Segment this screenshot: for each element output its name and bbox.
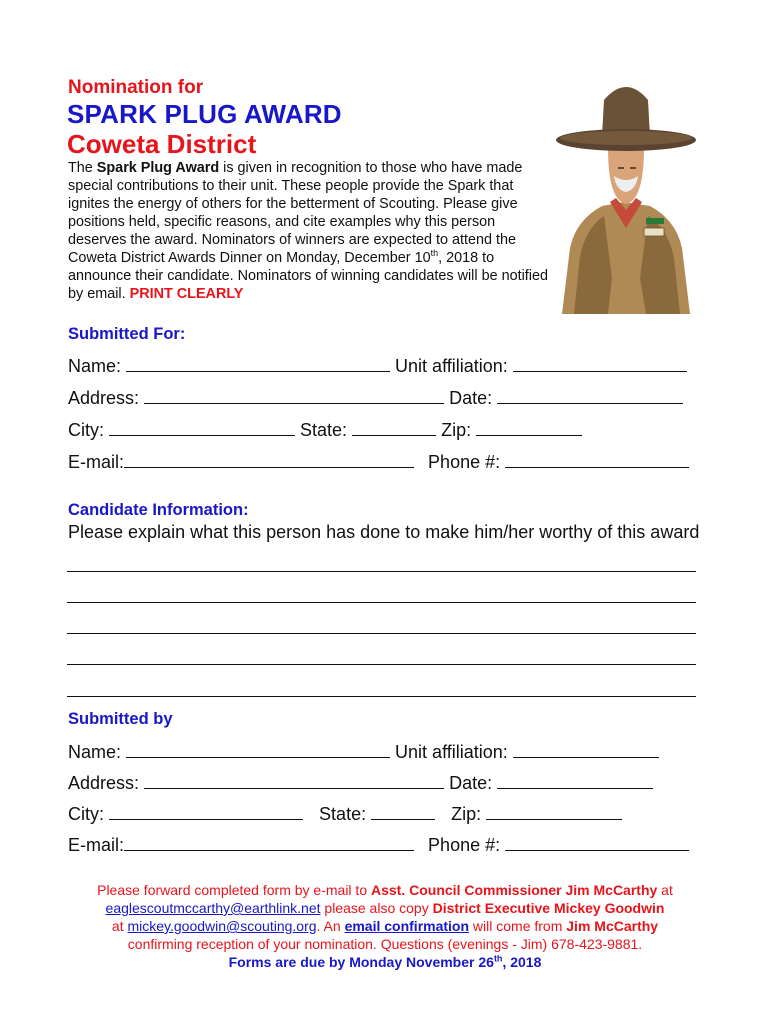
city-label: City: <box>68 420 104 440</box>
intro-paragraph <box>68 159 548 303</box>
footer-instructions <box>60 881 710 971</box>
phone-label: Phone #: <box>428 835 501 855</box>
answer-line-4[interactable] <box>67 664 696 665</box>
footer-text: will come from <box>469 918 567 934</box>
email-field[interactable] <box>124 834 414 851</box>
city-label: City: <box>68 804 104 824</box>
footer-text: at <box>111 918 128 934</box>
unit-affiliation-label: Unit affiliation: <box>395 356 508 376</box>
district-executive-name: District Executive Mickey Goodwin <box>432 900 665 916</box>
city-field[interactable] <box>109 419 295 436</box>
address-field[interactable] <box>144 772 444 789</box>
zip-field[interactable] <box>486 803 622 820</box>
name-field[interactable] <box>126 741 390 758</box>
executive-email-link[interactable]: mickey.goodwin@scouting.org <box>127 918 317 934</box>
due-date-text: Forms are due by Monday November 26 <box>228 954 494 970</box>
email-confirmation-link[interactable]: email confirmation <box>344 918 470 934</box>
state-field[interactable] <box>371 803 435 820</box>
footer-line-3 <box>60 917 710 935</box>
intro-award-name: Spark Plug Award <box>96 160 220 176</box>
phone-field[interactable] <box>505 451 689 468</box>
answer-line-2[interactable] <box>67 602 696 603</box>
unit-affiliation-field[interactable] <box>513 741 659 758</box>
candidate-prompt: Please explain what this person has done to make him/her worthy of this award <box>68 522 700 542</box>
address-label: Address: <box>68 388 140 408</box>
submitted-by-address-row <box>68 772 653 794</box>
submitted-by-name-row <box>68 741 659 763</box>
submitted-by-email-row <box>68 834 689 856</box>
phone-field[interactable] <box>505 834 689 851</box>
district-title: Coweta District <box>67 129 257 159</box>
footer-line-1 <box>60 881 710 899</box>
commissioner-email-link[interactable]: eaglescoutmccarthy@earthlink.net <box>105 900 321 916</box>
date-label: Date: <box>449 773 493 793</box>
date-field[interactable] <box>497 772 653 789</box>
name-label: Name: <box>68 356 122 376</box>
due-date-year: , 2018 <box>502 954 542 970</box>
email-label: E-mail: <box>68 452 125 472</box>
zip-label: Zip: <box>441 420 472 440</box>
address-label: Address: <box>68 773 140 793</box>
submitted-for-address-row <box>68 387 683 409</box>
due-date-line <box>60 953 710 971</box>
footer-text: . An <box>316 918 345 934</box>
state-label: State: <box>300 420 348 440</box>
footer-text: please also copy <box>320 900 433 916</box>
candidate-info-heading: Candidate Information: <box>68 501 249 519</box>
answer-line-5[interactable] <box>67 696 696 697</box>
zip-field[interactable] <box>476 419 582 436</box>
date-label: Date: <box>449 388 493 408</box>
footer-line-2 <box>60 899 710 917</box>
print-clearly-note: PRINT CLEARLY <box>129 286 244 302</box>
answer-line-1[interactable] <box>67 571 696 572</box>
name-field[interactable] <box>126 355 390 372</box>
unit-affiliation-field[interactable] <box>513 355 687 372</box>
due-date-sup: th <box>493 953 503 964</box>
submitted-for-email-row <box>68 451 689 473</box>
intro-sup: th <box>430 248 439 259</box>
scout-portrait-image <box>552 78 700 314</box>
zip-label: Zip: <box>451 804 482 824</box>
city-field[interactable] <box>109 803 303 820</box>
submitted-for-name-row <box>68 355 687 377</box>
submitted-for-city-row <box>68 419 582 441</box>
email-field[interactable] <box>124 451 414 468</box>
email-label: E-mail: <box>68 835 125 855</box>
submitted-by-heading: Submitted by <box>68 710 173 728</box>
award-title: SPARK PLUG AWARD <box>67 99 342 129</box>
confirmation-sender-name: Jim McCarthy <box>566 918 659 934</box>
commissioner-name: Asst. Council Commissioner Jim McCarthy <box>371 882 658 898</box>
unit-affiliation-label: Unit affiliation: <box>395 742 508 762</box>
nomination-for-heading: Nomination for <box>68 77 204 98</box>
intro-text-1: The <box>68 160 97 176</box>
state-label: State: <box>319 804 367 824</box>
footer-text: at <box>657 882 673 898</box>
footer-line-4: confirming reception of your nomination. Questions (evenings - Jim) 678-423-9881. <box>127 936 643 952</box>
date-field[interactable] <box>497 387 683 404</box>
name-label: Name: <box>68 742 122 762</box>
intro-text-2: is given in recognition to those who have made special contributions to their unit. These people provide the Spark that ignites the energy of others for the betterment of Scouting. Please give positions held, specific reasons, and cite examples why this person deserves the award. Nominators of winners are expected to attend the Coweta District Awards Dinner on Monday, December 10 <box>68 160 523 266</box>
address-field[interactable] <box>144 387 444 404</box>
footer-text: Please forward completed form by e-mail to <box>97 882 371 898</box>
state-field[interactable] <box>352 419 436 436</box>
phone-label: Phone #: <box>428 452 501 472</box>
answer-line-3[interactable] <box>67 633 696 634</box>
submitted-by-city-row <box>68 803 622 825</box>
intro-text-3: , 2018 to announce their candidate. Nominators of winning candidates will be notified by email. <box>68 250 548 302</box>
submitted-for-heading: Submitted For: <box>68 325 186 343</box>
